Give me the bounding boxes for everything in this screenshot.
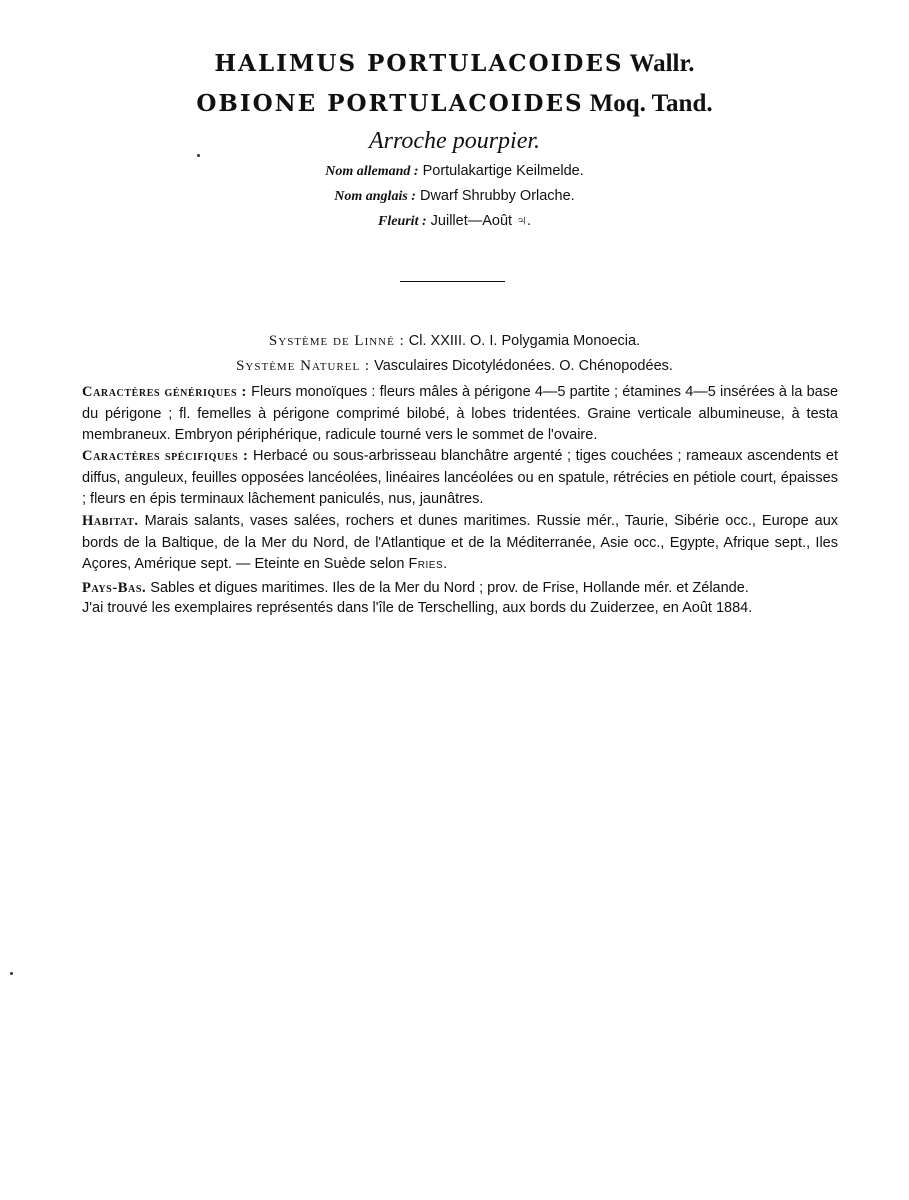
- netherlands-paragraph: [82, 578, 838, 600]
- title-halimus: HALIMUS PORTULACOIDES: [214, 50, 624, 77]
- linne-system-label: Système de Linné :: [268, 333, 405, 349]
- collection-note: J'ai trouvé les exemplaires représentés dans l'île de Terschelling, aux bords du Zuiderzee, en Août 1884.: [82, 600, 753, 616]
- generic-characters-text: Fleurs monoïques : fleurs mâles à périgone 4—5 partite ; étamines 4—5 insérées à la base du périgone ; fl. femelles à périgone comprimé bilobé, à lobes tridentées. Graine verticale albumineuse, à testa membraneux. Embryon périphérique, radicule tourné vers le sommet de l'ovaire.: [82, 384, 839, 443]
- specific-characters-text: Herbacé ou sous-arbrisseau blanchâtre argenté ; tiges couchées ; rameaux ascendents et diffus, anguleux, feuilles opposées lancéolées, linéaires lancéolées ou en spatule, rétrécies en pétiole court, épaisses ; fleurs en épis terminaux lâchement paniculés, nus, jaunâtres.: [82, 448, 838, 507]
- netherlands-label: Pays-Bas.: [82, 580, 147, 596]
- habitat-label: Habitat.: [82, 513, 139, 529]
- specific-characters-paragraph: [82, 446, 838, 511]
- title-line-1: [0, 50, 909, 78]
- flowering-line: [0, 213, 909, 230]
- habitat-fries: Fries.: [408, 556, 448, 572]
- german-name-label: Nom allemand :: [325, 164, 419, 179]
- author-wallr: Wallr.: [629, 50, 695, 77]
- german-name-value: Portulakartige Keilmelde.: [422, 163, 584, 179]
- natural-system-value: Vasculaires Dicotylédonées. O. Chénopodées.: [374, 358, 673, 374]
- generic-characters-paragraph: [82, 382, 838, 447]
- print-speck: [197, 154, 200, 157]
- german-name-line: [0, 163, 909, 180]
- english-name-line: [0, 188, 909, 205]
- title-line-2: [0, 90, 909, 118]
- common-name: Arroche pourpier.: [368, 128, 541, 154]
- flowering-label: Fleurit :: [378, 214, 427, 229]
- linne-system-value: Cl. XXIII. O. I. Polygamia Monoecia.: [408, 333, 641, 349]
- netherlands-text: Sables et digues maritimes. Iles de la Mer du Nord ; prov. de Frise, Hollande mér. et Zélande.: [150, 580, 749, 596]
- natural-system-label: Système Naturel :: [236, 358, 371, 374]
- title-obione: OBIONE PORTULACOIDES: [196, 90, 584, 117]
- linne-system-line: [0, 333, 909, 350]
- natural-system-line: [0, 358, 909, 375]
- english-name-value: Dwarf Shrubby Orlache.: [419, 188, 575, 204]
- habitat-paragraph: [82, 511, 838, 576]
- habitat-text: Marais salants, vases salées, rochers et dunes maritimes. Russie mér., Taurie, Sibérie occ., Europe aux bords de la Baltique, de la Mer du Nord, de l'Atlantique et de la Méditerranée, Asie occ., Egypte, Afrique sept., Iles Açores, Amérique sept. — Eteinte en Suède selon: [82, 513, 839, 572]
- specific-characters-label: Caractères spécifiques :: [82, 448, 249, 464]
- print-speck: [10, 972, 13, 975]
- flowering-value: Juillet—Août ♃.: [430, 213, 531, 229]
- english-name-label: Nom anglais :: [334, 189, 416, 204]
- section-divider: [400, 281, 505, 282]
- author-moq-tand: Moq. Tand.: [589, 90, 713, 117]
- generic-characters-label: Caractères génériques :: [82, 384, 247, 400]
